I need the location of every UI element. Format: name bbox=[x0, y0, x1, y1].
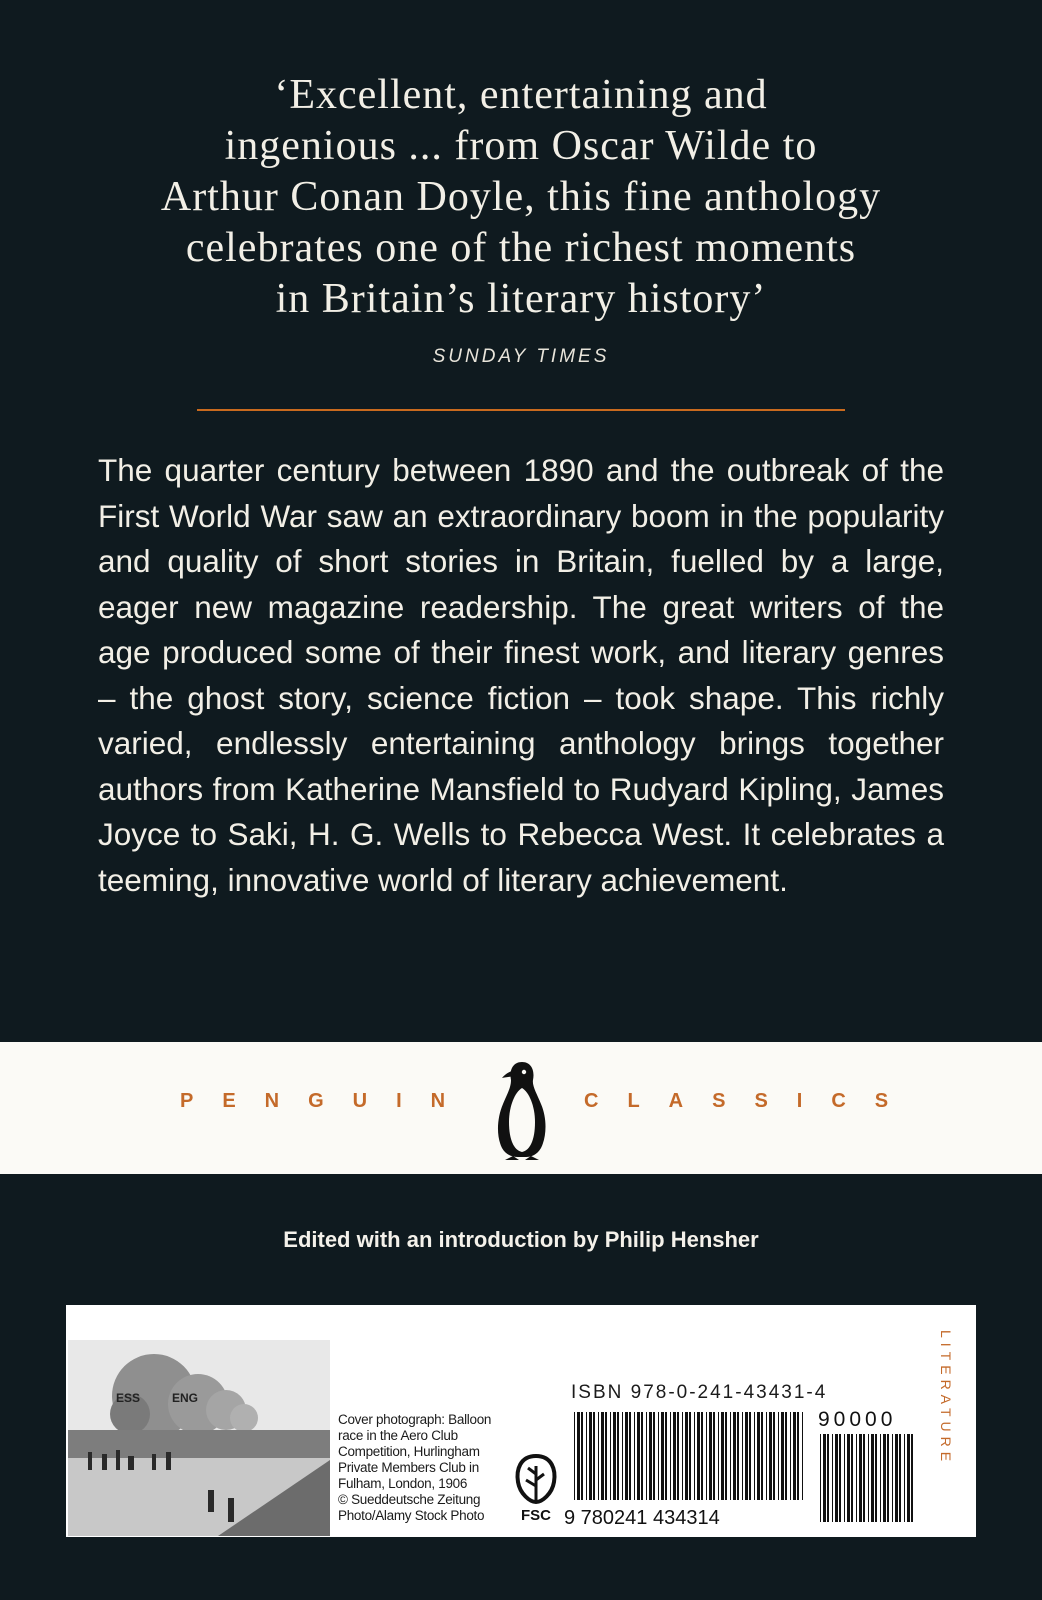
barcode-bar bbox=[823, 1434, 826, 1522]
barcode-bar bbox=[677, 1412, 679, 1500]
barcode-bar bbox=[907, 1434, 910, 1522]
barcode-bar bbox=[658, 1412, 659, 1500]
credit-line: Private Members Club in bbox=[338, 1460, 479, 1475]
description-blurb: The quarter century between 1890 and the outbreak of the First World War saw an extraordinary boom in the popularity and quality of short stories in Britain, fuelled by a large, eager new magazine readership. The great writers of the age produced some of their finest work, and literary genres – the ghost story, science fiction – took shape. This richly varied, endlessly entertaining anthology brings together authors from Katherine Mansfield to Rudyard Kipling, James Joyce to Saki, H. G. Wells to Rebecca West. It celebrates a teeming, innovative world of literary achievement. bbox=[98, 452, 944, 898]
barcode-bar bbox=[761, 1412, 763, 1500]
barcode-bar bbox=[733, 1412, 736, 1500]
barcode-bar bbox=[835, 1434, 838, 1522]
barcode-bar bbox=[682, 1412, 683, 1500]
barcode-bar bbox=[832, 1434, 833, 1522]
barcode-bar bbox=[802, 1412, 803, 1500]
cover-photo-thumbnail bbox=[68, 1340, 330, 1536]
barcode-bar bbox=[778, 1412, 779, 1500]
barcode-bar bbox=[851, 1434, 853, 1522]
barcode-bar bbox=[844, 1434, 845, 1522]
barcode-bar bbox=[634, 1412, 635, 1500]
barcode-bar bbox=[742, 1412, 743, 1500]
barcode-bar bbox=[586, 1412, 587, 1500]
credit-line: race in the Aero Club bbox=[338, 1428, 458, 1443]
barcode-bar bbox=[697, 1412, 700, 1500]
barcode-bar bbox=[868, 1434, 869, 1522]
editor-credit: Edited with an introduction by Philip Hensher bbox=[283, 1227, 759, 1252]
barcode-bar bbox=[605, 1412, 607, 1500]
barcode-bar bbox=[793, 1412, 796, 1500]
barcode-bar bbox=[685, 1412, 688, 1500]
barcode-bar bbox=[706, 1412, 707, 1500]
fsc-label: FSC bbox=[521, 1507, 551, 1524]
divider-rule bbox=[197, 409, 845, 411]
barcode-bar bbox=[880, 1434, 881, 1522]
penguin-logo-icon bbox=[493, 1058, 551, 1162]
barcode-bar bbox=[613, 1412, 616, 1500]
barcode-bar bbox=[598, 1412, 599, 1500]
barcode-bar bbox=[601, 1412, 604, 1500]
barcode-bar bbox=[863, 1434, 865, 1522]
barcode-bar bbox=[577, 1412, 580, 1500]
isbn-text: ISBN 978-0-241-43431-4 bbox=[571, 1382, 828, 1403]
barcode-bar bbox=[725, 1412, 727, 1500]
barcode-bar bbox=[911, 1434, 913, 1522]
quote-line: ‘Excellent, entertaining and bbox=[274, 72, 768, 118]
quote-source: SUNDAY TIMES bbox=[432, 346, 610, 367]
quote-line: in Britain’s literary history’ bbox=[275, 276, 767, 322]
barcode-bar bbox=[820, 1434, 821, 1522]
barcode-bar bbox=[581, 1412, 583, 1500]
barcode-bar bbox=[754, 1412, 755, 1500]
barcode-bar bbox=[673, 1412, 676, 1500]
credit-line: Photo/Alamy Stock Photo bbox=[338, 1508, 485, 1523]
barcode-bar bbox=[856, 1434, 857, 1522]
barcode-bar bbox=[781, 1412, 784, 1500]
barcode-bar bbox=[629, 1412, 631, 1500]
barcode-bar bbox=[713, 1412, 715, 1500]
barcode-bar bbox=[875, 1434, 877, 1522]
barcode-bar bbox=[773, 1412, 775, 1500]
barcode-bar bbox=[653, 1412, 655, 1500]
barcode-bar bbox=[749, 1412, 751, 1500]
credit-line: Fulham, London, 1906 bbox=[338, 1476, 468, 1491]
barcode-bar bbox=[737, 1412, 739, 1500]
barcode-bar bbox=[785, 1412, 787, 1500]
fsc-logo-icon bbox=[512, 1452, 560, 1524]
brand-classics: CLASSICS bbox=[584, 1090, 918, 1112]
price-addon-barcode bbox=[818, 1408, 916, 1526]
barcode-bar bbox=[757, 1412, 760, 1500]
barcode-bar bbox=[718, 1412, 719, 1500]
barcode-bar bbox=[701, 1412, 703, 1500]
barcode-bar bbox=[689, 1412, 691, 1500]
barcode-bar bbox=[766, 1412, 767, 1500]
barcode-digits: 9 780241 434314 bbox=[564, 1507, 720, 1526]
photo-credit bbox=[338, 1412, 518, 1524]
barcode-bar bbox=[839, 1434, 841, 1522]
balloon-label: ESS bbox=[116, 1391, 141, 1405]
category-label: LITERATURE bbox=[938, 1330, 954, 1467]
barcode-bar bbox=[892, 1434, 893, 1522]
barcode-bar bbox=[895, 1434, 898, 1522]
barcode-bar bbox=[790, 1412, 791, 1500]
barcode-bar bbox=[589, 1412, 592, 1500]
credit-line: © Sueddeutsche Zeitung bbox=[338, 1492, 481, 1507]
balloon-label: ENG bbox=[172, 1391, 199, 1405]
barcode-bar bbox=[665, 1412, 667, 1500]
credit-line: Competition, Hurlingham bbox=[338, 1444, 480, 1459]
barcode-bar bbox=[745, 1412, 748, 1500]
barcode-bar bbox=[593, 1412, 595, 1500]
barcode-bar bbox=[721, 1412, 724, 1500]
barcode-bar bbox=[637, 1412, 640, 1500]
barcode-bar bbox=[859, 1434, 862, 1522]
barcode-bar bbox=[871, 1434, 874, 1522]
barcode-bar bbox=[625, 1412, 628, 1500]
barcode-bar bbox=[827, 1434, 829, 1522]
barcode-bar bbox=[730, 1412, 731, 1500]
barcode-bar bbox=[610, 1412, 611, 1500]
barcode-bar bbox=[899, 1434, 901, 1522]
quote-line: Arthur Conan Doyle, this fine anthology bbox=[160, 174, 882, 220]
barcode-bar bbox=[646, 1412, 647, 1500]
credit-line: Cover photograph: Balloon bbox=[338, 1412, 492, 1427]
barcode-bar bbox=[847, 1434, 850, 1522]
barcode-bar bbox=[574, 1412, 575, 1500]
barcode-bar bbox=[769, 1412, 772, 1500]
barcode-bar bbox=[904, 1434, 905, 1522]
barcode-bar bbox=[661, 1412, 664, 1500]
barcode-bar bbox=[709, 1412, 712, 1500]
quote-line: celebrates one of the richest moments bbox=[185, 225, 857, 271]
barcode-bar bbox=[797, 1412, 799, 1500]
barcode-bar bbox=[617, 1412, 619, 1500]
barcode-bar bbox=[649, 1412, 652, 1500]
barcode-bar bbox=[670, 1412, 671, 1500]
barcode-bar bbox=[887, 1434, 889, 1522]
addon-digits: 90000 bbox=[818, 1408, 897, 1431]
barcode-bar bbox=[622, 1412, 623, 1500]
barcode-bar bbox=[641, 1412, 643, 1500]
barcode-bar bbox=[883, 1434, 886, 1522]
isbn-barcode bbox=[564, 1408, 808, 1526]
brand-penguin: PENGUIN bbox=[180, 1090, 475, 1112]
quote-line: ingenious ... from Oscar Wilde to bbox=[224, 123, 818, 169]
review-quote bbox=[90, 70, 952, 325]
barcode-bar bbox=[694, 1412, 695, 1500]
